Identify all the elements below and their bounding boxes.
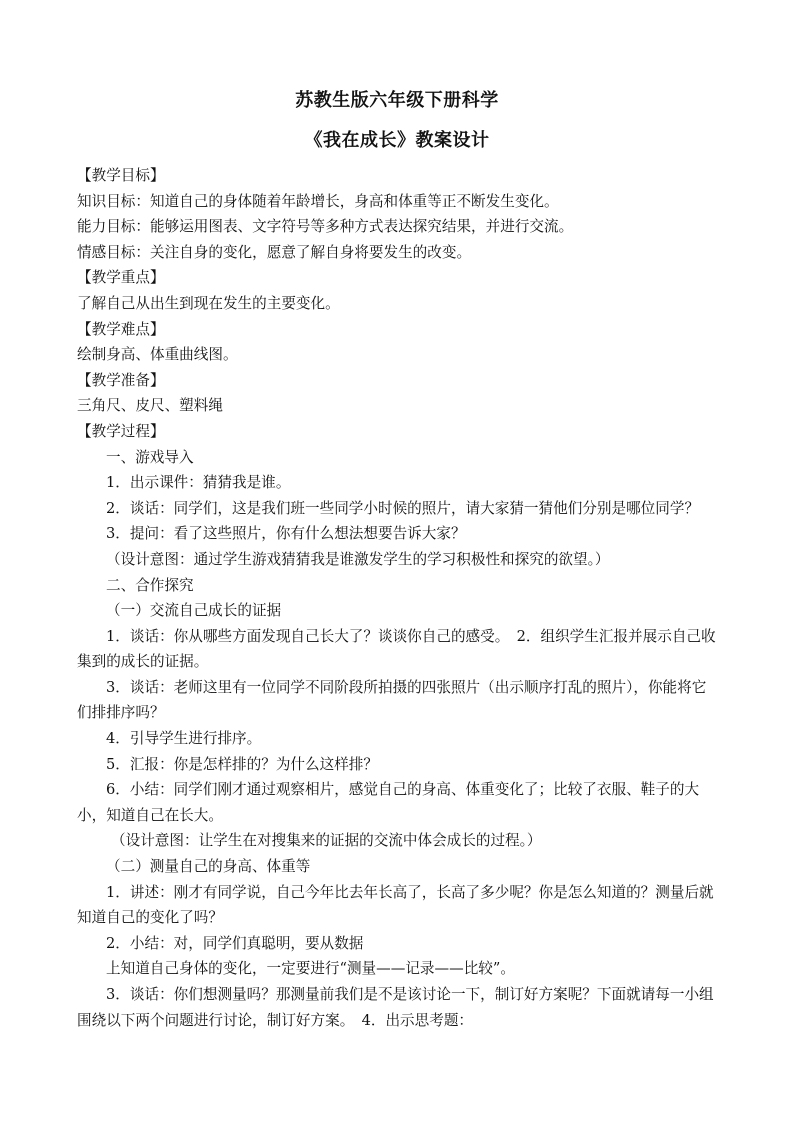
paragraph: 绘制身高、体重曲线图。 xyxy=(77,346,238,364)
section-heading-objectives: 【教学目标】 xyxy=(77,167,165,184)
paragraph: 3．谈话：老师这里有一位同学不同阶段所拍摄的四张照片（出示顺序打乱的照片），你能将它们排排序吗？ xyxy=(77,678,707,722)
paragraph: 3．提问：看了这些照片，你有什么想法想要告诉大家？ xyxy=(106,525,466,543)
paragraph: 情感目标：关注自身的变化，愿意了解自身将要发生的改变。 xyxy=(77,243,472,261)
paragraph: 2．小结：对，同学们真聪明，要从数据 xyxy=(106,934,364,952)
document-body xyxy=(77,163,719,1033)
paragraph: 了解自己从出生到现在发生的主要变化。 xyxy=(77,294,340,312)
section-heading-preparation: 【教学准备】 xyxy=(77,371,165,389)
document-title: 苏教生版六年级下册科学 xyxy=(295,90,499,111)
subsection-heading: （一）交流自己成长的证据 xyxy=(106,602,282,620)
paragraph: 6．小结：同学们刚才通过观察相片，感觉自己的身高、体重变化了；比较了衣服、鞋子的大小，知道自己在长大。 xyxy=(77,781,700,824)
section-heading-difficulties: 【教学难点】 xyxy=(77,320,165,338)
paragraph: 1．谈话：你从哪些方面发现自己长大了？谈谈你自己的感受。 2．组织学生汇报并展示自己收集到的成长的证据。 xyxy=(77,627,716,671)
paragraph: 能力目标：能够运用图表、文字符号等多种方式表达探究结果，并进行交流。 xyxy=(77,218,574,236)
document-subtitle: 《我在成长》教案设计 xyxy=(304,130,490,151)
section-heading-key-points: 【教学重点】 xyxy=(77,269,165,287)
paragraph: 2．谈话：同学们，这是我们班一些同学小时候的照片，请大家猜一猜他们分别是哪位同学？ xyxy=(106,499,700,517)
subsection-heading: 二、合作探究 xyxy=(106,576,194,594)
subsection-heading: 一、游戏导入 xyxy=(106,448,194,466)
paragraph: 4．引导学生进行排序。 xyxy=(106,730,262,748)
paragraph: 1．出示课件：猜猜我是谁。 xyxy=(106,474,291,492)
subsection-heading: （二）测量自己的身高、体重等 xyxy=(106,858,311,876)
section-heading-process: 【教学过程】 xyxy=(77,422,165,440)
paragraph: 上知道自己身体的变化，一定要进行“测量——记录——比较”。 xyxy=(106,960,515,978)
paragraph: 知识目标：知道自己的身体随着年龄增长，身高和体重等正不断发生变化。 xyxy=(77,192,559,210)
paragraph: 三角尺、皮尺、塑料绳 xyxy=(77,397,223,415)
paragraph: 5．汇报：你是怎样排的？为什么这样排？ xyxy=(106,755,378,773)
paragraph: 1．讲述：刚才有同学说，自己今年比去年长高了，长高了多少呢？你是怎么知道的？测量后就知道自己的变化了吗？ xyxy=(77,883,714,927)
design-intent-note: （设计意图：让学生在对搜集来的证据的交流中体会成长的过程。） xyxy=(111,832,542,850)
paragraph: 3．谈话：你们想测量吗？那测量前我们是不是该讨论一下，制订好方案呢？下面就请每一小组围绕以下两个问题进行讨论，制订好方案。 4．出示思考题： xyxy=(77,986,714,1029)
design-intent-note: （设计意图：通过学生游戏猜猜我是谁激发学生的学习积极性和探究的欲望。） xyxy=(106,550,610,568)
